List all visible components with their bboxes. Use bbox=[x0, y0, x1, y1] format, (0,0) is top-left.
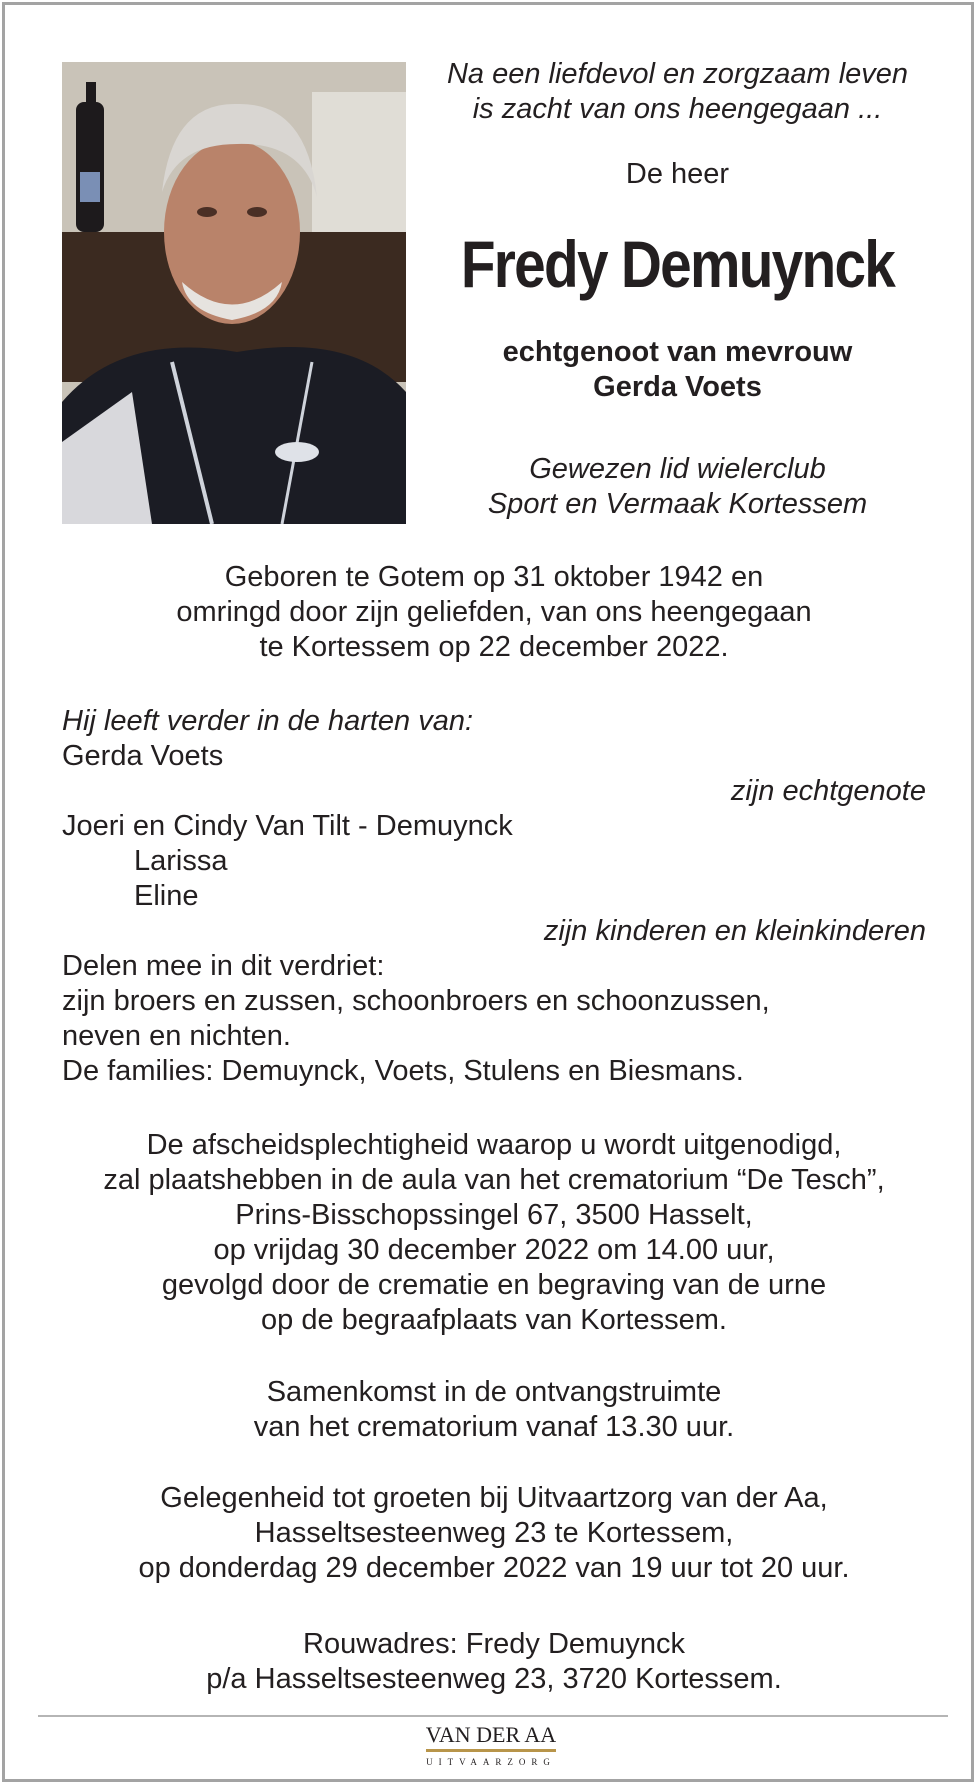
logo-main-text: VAN DER AA bbox=[425, 1722, 557, 1747]
mourner-grandchild: Eline bbox=[134, 880, 199, 912]
birth-death-info bbox=[62, 560, 926, 665]
birth-line-3: te Kortessem op 22 december 2022. bbox=[259, 631, 729, 663]
mourners-list bbox=[62, 704, 926, 1089]
honorific-text: De heer bbox=[625, 158, 730, 190]
mourner-children: Joeri en Cindy Van Tilt - Demuynck bbox=[62, 810, 513, 842]
spouse-of-line-1: echtgenoot van mevrouw bbox=[502, 336, 853, 368]
club-membership bbox=[425, 452, 930, 522]
address-line-1: Rouwadres: Fredy Demuynck bbox=[303, 1628, 685, 1660]
logo-accent-bar bbox=[426, 1749, 556, 1752]
ceremony-line-5: gevolgd door de crematie en begraving van de urne bbox=[161, 1269, 827, 1301]
portrait-photo bbox=[62, 62, 406, 524]
mourner-children-role: zijn kinderen en kleinkinderen bbox=[543, 915, 926, 947]
share-line-2: zijn broers en zussen, schoonbroers en schoonzussen, bbox=[62, 985, 770, 1017]
divider bbox=[38, 1715, 948, 1717]
gathering-line-1: Samenkomst in de ontvangstruimte bbox=[266, 1376, 722, 1408]
mourner-grandchild: Larissa bbox=[134, 845, 228, 877]
ceremony-line-6: op de begraafplaats van Kortessem. bbox=[261, 1304, 727, 1336]
mourner-spouse: Gerda Voets bbox=[62, 740, 224, 772]
ceremony-info bbox=[62, 1128, 926, 1338]
ceremony-line-2: zal plaatshebben in de aula van het crematorium “De Tesch”, bbox=[103, 1164, 885, 1196]
obituary-card bbox=[2, 2, 974, 1782]
mourners-heading: Hij leeft verder in de harten van: bbox=[62, 705, 474, 737]
intro-line-2: is zacht van ons heengegaan ... bbox=[472, 93, 883, 125]
gathering-line-2: van het crematorium vanaf 13.30 uur. bbox=[253, 1411, 735, 1443]
logo-sub-text: UITVAARZORG bbox=[426, 1757, 556, 1767]
birth-line-2: omringd door zijn geliefden, van ons heengegaan bbox=[176, 596, 812, 628]
ceremony-line-3: Prins-Bisschopssingel 67, 3500 Hasselt, bbox=[235, 1199, 753, 1231]
address-line-2: p/a Hasseltsesteenweg 23, 3720 Kortessem. bbox=[206, 1663, 782, 1695]
greeting-line-3: op donderdag 29 december 2022 van 19 uur tot 20 uur. bbox=[138, 1552, 850, 1584]
funeral-home-logo bbox=[5, 1721, 974, 1768]
gathering-info bbox=[62, 1375, 926, 1445]
ceremony-line-1: De afscheidsplechtigheid waarop u wordt uitgenodigd, bbox=[146, 1129, 842, 1161]
ceremony-line-4: op vrijdag 30 december 2022 om 14.00 uur, bbox=[213, 1234, 775, 1266]
mourning-address bbox=[62, 1627, 926, 1697]
intro-text bbox=[425, 57, 930, 127]
spouse-of-line-2: Gerda Voets bbox=[593, 371, 762, 403]
share-line-3: neven en nichten. bbox=[62, 1020, 291, 1052]
honorific bbox=[425, 157, 930, 192]
greeting-line-1: Gelegenheid tot groeten bij Uitvaartzorg van der Aa, bbox=[160, 1482, 828, 1514]
share-line-4: De families: Demuynck, Voets, Stulens en Biesmans. bbox=[62, 1055, 744, 1087]
mourner-spouse-role: zijn echtgenote bbox=[730, 775, 926, 807]
birth-line-1: Geboren te Gotem op 31 oktober 1942 en bbox=[224, 561, 764, 593]
club-line-1: Gewezen lid wielerclub bbox=[529, 453, 826, 485]
greeting-line-2: Hasseltsesteenweg 23 te Kortessem, bbox=[254, 1517, 734, 1549]
spouse-of bbox=[425, 335, 930, 405]
deceased-name: Fredy Demuynck bbox=[460, 227, 895, 301]
club-line-2: Sport en Vermaak Kortessem bbox=[487, 488, 868, 520]
share-line-1: Delen mee in dit verdriet: bbox=[62, 950, 385, 982]
intro-line-1: Na een liefdevol en zorgzaam leven bbox=[446, 58, 909, 90]
greeting-info bbox=[62, 1481, 926, 1586]
